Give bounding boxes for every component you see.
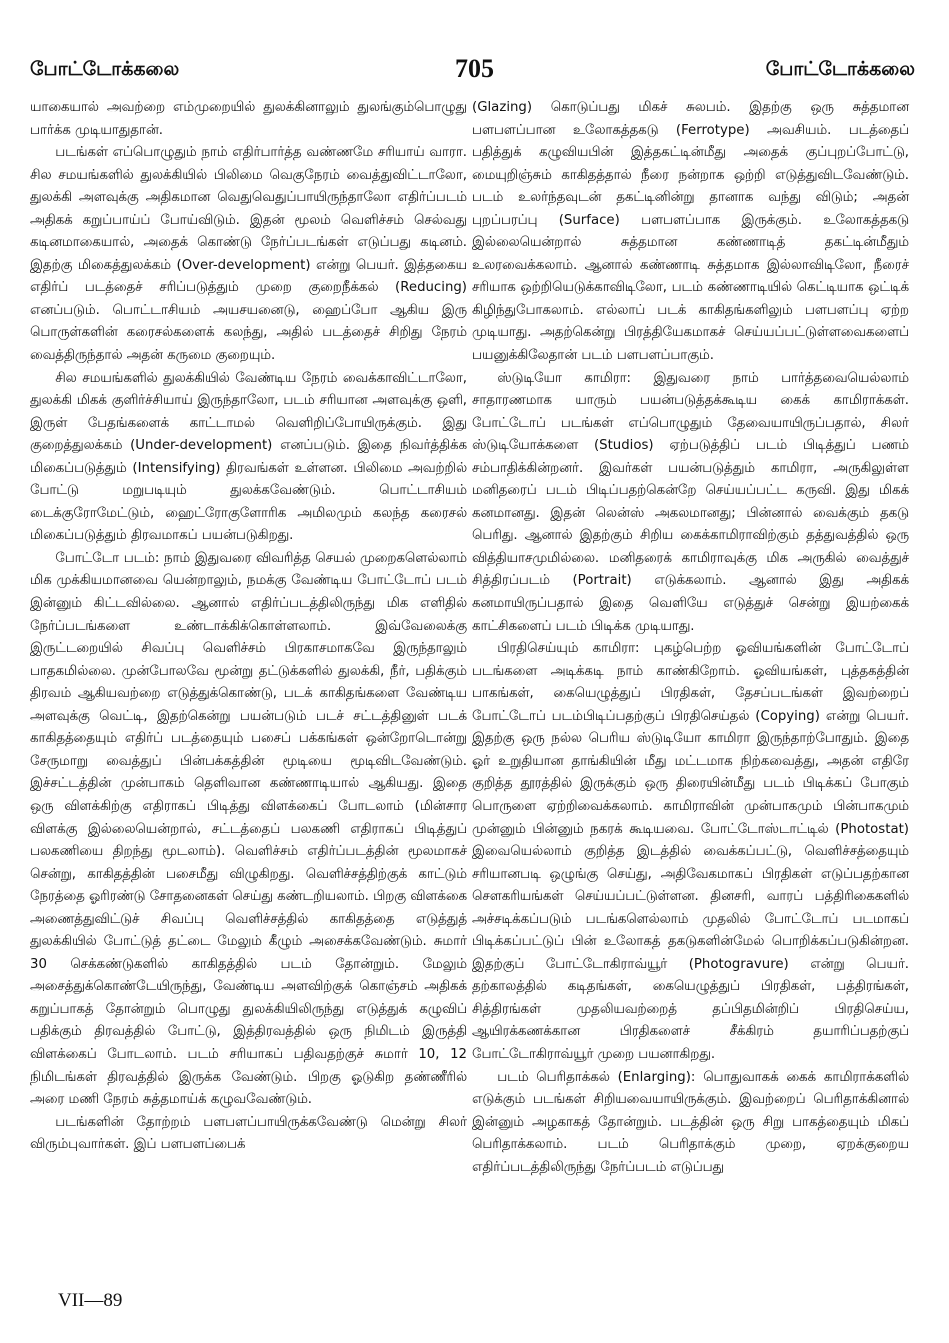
paragraph: படங்களின் தோற்றம் பளபளப்பாயிருக்கவேண்டு மென்று சிலர் விரும்புவார்கள். இப் பளபளப்பைக் xyxy=(30,1114,467,1153)
paragraph: சில சமயங்களில் துலக்கியில் வேண்டிய நேரம் வைக்காவிட்டாலோ, துலக்கி மிகக் குளிர்ச்சியாய் இருந்தாலோ, படம் சரியான அளவுக்கு ஒளி, இருள் பேதங்களைக் காட்டாமல் வெளிறிப்போயிருக்கும். இது குறைத்துலக்கம் (Under-development) எனப்படும். இதை நிவர்த்திக்க மிகைப்படுத்தும் (Intensifying) திரவங்கள் உள்ளன. பிலிமை அவற்றில் போட்டு மறுபடியும் துலக்கவேண்டும். பொட்டாசியம் டைக்குரோமேட்டும், ஹைட்ரோகுளோரிக அமிலமும் கலந்த கரைசல் மிகைப்படுத்தும் திரவமாகப் பயன்படுகிறது. xyxy=(30,370,467,544)
paragraph: யாகையால் அவற்றை எம்முறையில் துலக்கினாலும் துலங்கும்பொழுது பார்க்க முடியாதுதான். xyxy=(30,100,467,138)
paragraph: படங்கள் எப்பொழுதும் நாம் எதிர்பார்த்த வண்ணமே சரியாய் வாரா. சில சமயங்களில் துலக்கியில் பிலிமை வெகுநேரம் வைத்துவிட்டாலோ, துலக்கி அளவுக்கு அதிகமான வெதுவெதுப்பாயிருந்தாலோ எதிர்ப்படம் அதிகக் கறுப்பாய்ப் போய்விடும். இதன் மூலம் வெளிச்சம் செல்வது கடினமாகையால், அதைக் கொண்டு நேர்ப்படங்கள் எடுப்பது கடினம். இதற்கு மிகைத்துலக்கம் (Over-development) என்று பெயர். இத்தகைய எதிர்ப் படத்தைச் சரிப்படுத்தும் முறை குறைநீக்கல் (Reducing) எனப்படும். பொட்டாசியம் அயசயனைடு, ஹைப்போ ஆகிய இரு பொருள்களின் கரைசல்களைக் கலந்து, அதில் படத்தைச் சிறிது நேரம் வைத்திருந்தால் அதன் கருமை குறையும். xyxy=(30,145,467,364)
paragraph: போட்டோ படம்: நாம் இதுவரை விவரித்த செயல் முறைகளெல்லாம் மிக முக்கியமானவை யென்றாலும், நமக்கு வேண்டிய போட்டோப் படம் இன்னும் கிட்டவில்லை. ஆனால் எதிர்ப்படத்திலிருந்து மிக எளிதில் நேர்ப்படங்களை உண்டாக்கிக்கொள்ளலாம். இவ்வேலைக்கு இருட்டறையில் சிவப்பு வெளிச்சம் பிரகாசமாகவே இருந்தாலும் பாதகமில்லை. முன்போலவே மூன்று தட்டுக்களில் துலக்கி, நீர், பதிக்கும் திரவம் ஆகியவற்றை எடுத்துக்கொண்டு, படக் காகிதங்களை வேண்டிய அளவுக்கு வெட்டி, இதற்கென்று பயன்படும் படச் சட்டத்தினுள் படக் காகிதத்தையும் எதிர்ப் படத்தையும் பசைப் பக்கங்கள் ஒன்றோடொன்று சேருமாறு வைத்துப் பின்பக்கத்தின் மூடியை மூடிவிடவேண்டும். இச்சட்டத்தின் முன்பாகம் தெளிவான கண்ணாடியால் ஆகியது. இதை ஒரு விளக்கிற்கு எதிராகப் பிடித்து விளக்கைப் போடலாம் (மின்சார விளக்கு இல்லையென்றால், சட்டத்தைப் பலகணி எதிராகப் பிடித்துப் பலகணியை திறந்து மூடலாம்). வெளிச்சம் எதிர்ப்படத்தின் மூலமாகச் சென்று, காகிதத்தின் பசைமீது விழுகிறது. வெளிச்சத்திற்குக் காட்டும் நேரத்தை ஓரிரண்டு சோதனைகள் செய்து கண்டறியலாம். பிறகு விளக்கை அணைத்துவிட்டுச் சிவப்பு வெளிச்சத்தில் காகிதத்தை எடுத்துத் துலக்கியில் போட்டுத் தட்டை மேலும் கீழும் அசைக்கவேண்டும். சுமார் 30 செக்கண்டுகளில் காகிதத்தில் படம் தோன்றும். மேலும் அசைத்துக்கொண்டேயிருந்து, வேண்டிய அளவிற்குக் கொஞ்சம் அதிகக் கறுப்பாகத் தோன்றும் பொழுது துலக்கியிலிருந்து எடுத்துக் கழுவிப் பதிக்கும் திரவத்தில் போட்டு, இத்திரவத்தில் ஒரு நிமிடம் இருத்தி விளக்கைப் போடலாம். படம் சரியாகப் பதிவதற்குச் சுமார் 10, 12 நிமிடங்கள் திரவத்தில் இருக்க வேண்டும். பிறகு ஓடுகிற தண்ணீரில் அரை மணி நேரம் சுத்தமாய்க் கழுவவேண்டும். xyxy=(30,550,467,1108)
left-column xyxy=(30,97,467,1157)
running-head-right: போட்டோக்கலை xyxy=(765,58,915,80)
paragraph: படம் பெரிதாக்கல் (Enlarging): பொதுவாகக் கைக் காமிராக்களில் எடுக்கும் படங்கள் சிறியவையாயிருக்கும். இவற்றைப் பெரிதாக்கினால் இன்னும் அழகாகத் தோன்றும். படத்தின் ஒரு சிறு பாகத்தையும் மிகப் பெரிதாக்கலாம். படம் பெரிதாக்கும் முறை, ஏறக்குறைய எதிர்ப்படத்திலிருந்து நேர்ப்படம் எடுப்பது xyxy=(472,1069,909,1175)
volume-signature: VII—89 xyxy=(58,1290,123,1311)
paragraph: ஸ்டுடியோ காமிரா: இதுவரை நாம் பார்த்தவையெல்லாம் சாதாரணமாக யாரும் பயன்படுத்தக்கூடிய கைக் காமிராக்கள். போட்டோப் படங்கள் எப்பொழுதும் தேவையாயிருப்பதால், சிலர் ஸ்டுடியோக்களை (Studios) ஏற்படுத்திப் படம் பிடித்துப் பணம் சம்பாதிக்கின்றனர். இவர்கள் பயன்படுத்தும் காமிரா, அருகிலுள்ள மனிதரைப் படம் பிடிப்பதற்கென்றே செய்யப்பட்ட கருவி. இது மிகக் கனமானது. இதன் லென்ஸ் அகலமானது; பின்னால் வைக்கும் தகடு பெரிது. ஆனால் இதற்கும் சிறிய கைக்காமிராவிற்கும் தத்துவத்தில் ஒரு வித்தியாசமுமில்லை. மனிதரைக் காமிராவுக்கு மிக அருகில் வைத்துச் சித்திரப்படம் (Portrait) எடுக்கலாம். ஆனால் இது அதிகக் கனமாயிருப்பதால் இதை வெளியே எடுத்துச் சென்று இயற்கைக் காட்சிகளைப் படம் பிடிக்க முடியாது. xyxy=(472,370,909,634)
paragraph: பிரதிசெய்யும் காமிரா: புகழ்பெற்ற ஓவியங்களின் போட்டோப் படங்களை அடிக்கடி நாம் காண்கிறோம். ஓவியங்கள், புத்தகத்தின் பாகங்கள், கையெழுத்துப் பிரதிகள், தேசப்படங்கள் இவற்றைப் போட்டோப் படம்பிடிப்பதற்குப் பிரதிசெய்தல் (Copying) என்று பெயர். இதற்கு ஒரு நல்ல பெரிய ஸ்டுடியோ காமிரா இருந்தாற்போதும். இதை ஓர் உறுதியான தாங்கியின் மீது மட்டமாக நிற்கவைத்து, அதன் எதிரே குறித்த தூரத்தில் இருக்கும் ஒரு திரையின்மீது படம் பிடிக்கப் போகும் பொருளை ஏற்றிவைக்கலாம். காமிராவின் முன்பாகமும் பின்பாகமும் முன்னும் பின்னும் நகரக் கூடியவை. போட்டோஸ்டாட்டில் (Photostat) இவையெல்லாம் குறித்த இடத்தில் வைக்கப்பட்டு, வெளிச்சத்தையும் சரியானபடி ஒழுங்கு செய்து, அதிவேகமாகப் பிரதிகள் எடுப்பதற்கான சௌகரியங்கள் செய்யப்பட்டுள்ளன. தினசரி, வாரப் பத்திரிகைகளில் அச்சடிக்கப்படும் படங்களெல்லாம் முதலில் போட்டோப் படமாகப் பிடிக்கப்பட்டுப் பின் உலோகத் தகடுகளின்மேல் பொறிக்கப்படுகின்றன. இதற்குப் போட்டோகிராவ்யூர் (Photogravure) என்று பெயர். தற்காலத்தில் கடிதங்கள், கையெழுத்துப் பிரதிகள், பத்திரங்கள், சித்திரங்கள் முதலியவற்றைத் தப்பிதமின்றிப் பிரதிசெய்ய, ஆயிரக்கணக்கான பிரதிகளைச் சீக்கிரம் தயாரிப்பதற்குப் போட்டோகிராவ்யூர் முறை பயனாகிறது. xyxy=(472,641,909,1062)
running-head-left: போட்டோக்கலை xyxy=(30,58,180,80)
right-column xyxy=(472,97,909,1179)
page-number: 705 xyxy=(455,54,494,83)
paragraph: (Glazing) கொடுப்பது மிகச் சுலபம். இதற்கு ஒரு சுத்தமான பளபளப்பான உலோகத்தகடு (Ferrotype) அவசியம். படத்தைப் பதித்துக் கழுவியபின் இத்தகட்டின்மீது அதைக் குப்புறப்போட்டு, மையுறிஞ்சும் காகிதத்தால் நீரை நன்றாக ஒற்றி எடுத்துவிடவேண்டும். படம் உலர்ந்தவுடன் தகட்டினின்று தானாக வந்து விடும்; அதன் புறப்பரப்பு (Surface) பளபளப்பாக இருக்கும். உலோகத்தகடு இல்லையென்றால் சுத்தமான கண்ணாடித் தகட்டின்மீதும் உலரவைக்கலாம். ஆனால் கண்ணாடி சுத்தமாக இல்லாவிடிலோ, நீரைச் சரியாக ஒற்றியெடுக்காவிடிலோ, படம் கண்ணாடியில் கெட்டியாக ஒட்டிக் கிழிந்துபோகலாம். எல்லாப் படக் காகிதங்களிலும் பளபளப்பு ஏற்ற முடியாது. அதற்கென்று பிரத்தியேகமாகச் செய்யப்பட்டுள்ளவைகளைப் பயனுக்கிலேதான் படம் பளபளப்பாகும். xyxy=(472,100,909,364)
